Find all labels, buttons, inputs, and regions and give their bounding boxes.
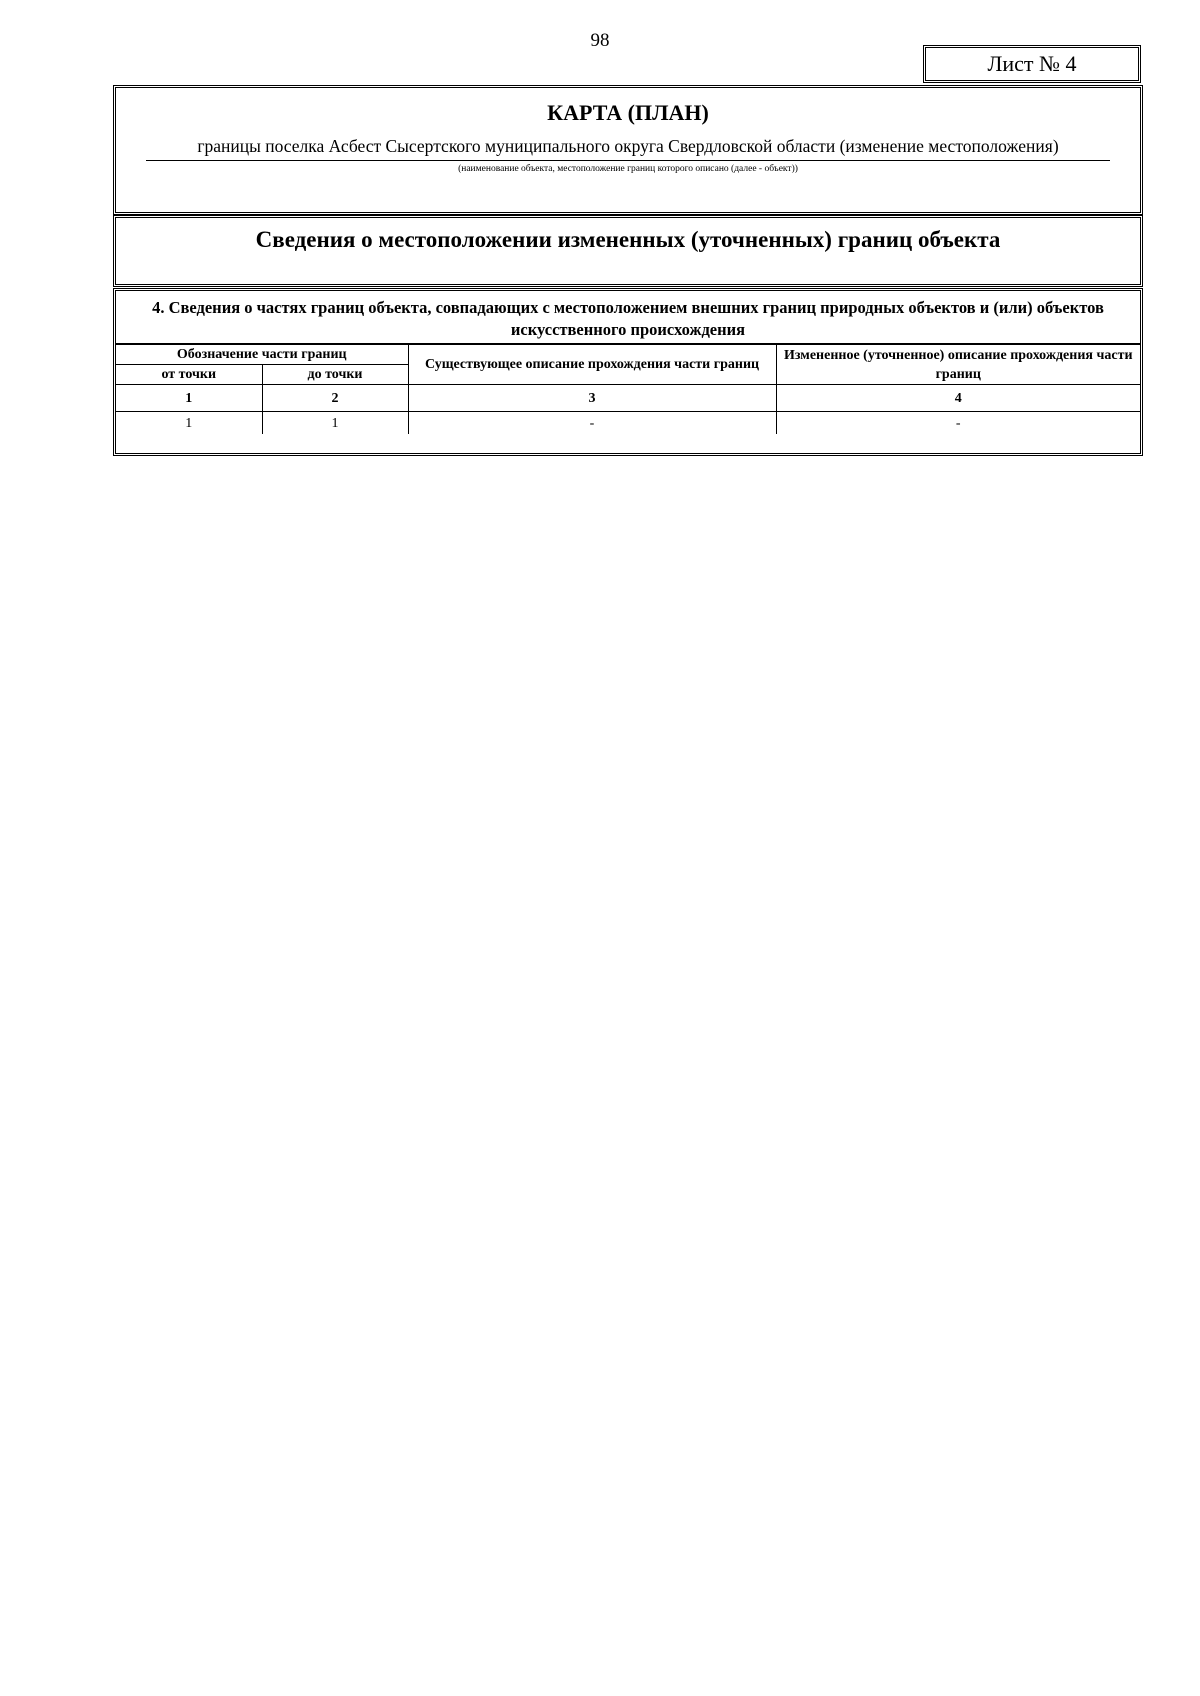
info-block	[113, 215, 1143, 287]
table-header-row	[116, 344, 1140, 365]
boundary-parts-table	[116, 343, 1140, 434]
header-existing-description: Существующее описание прохождения части границ	[408, 344, 776, 385]
cell-existing-description: -	[408, 412, 776, 435]
header-from-point: от точки	[116, 365, 262, 385]
document-subtitle: границы поселка Асбест Сысертского муниципального округа Свердловской области (изменение местоположения)	[197, 136, 1059, 156]
cell-to-point: 1	[262, 412, 408, 435]
subtitle-underline	[146, 160, 1110, 161]
column-number: 1	[116, 385, 262, 412]
cell-from-point: 1	[116, 412, 262, 435]
title-block	[113, 85, 1143, 215]
column-number: 2	[262, 385, 408, 412]
header-boundary-part: Обозначение части границ	[116, 344, 408, 365]
column-number-row	[116, 385, 1140, 412]
column-number: 4	[776, 385, 1140, 412]
header-to-point: до точки	[262, 365, 408, 385]
document-title: КАРТА (ПЛАН)	[547, 100, 709, 125]
sheet-number-box	[923, 45, 1141, 83]
section-block	[113, 288, 1143, 456]
info-title: Сведения о местоположении измененных (уточненных) границ объекта	[255, 227, 1001, 252]
subtitle-caption: (наименование объекта, местоположение границ которого описано (далее - объект))	[458, 164, 798, 174]
column-number: 3	[408, 385, 776, 412]
cell-changed-description: -	[776, 412, 1140, 435]
table-row	[116, 412, 1140, 435]
section-heading: 4. Сведения о частях границ объекта, совпадающих с местоположением внешних границ природных объектов и (или) объектов искусственного происхождения	[152, 298, 1104, 339]
sheet-label: Лист № 4	[987, 51, 1077, 76]
page-number: 98	[590, 30, 610, 51]
header-changed-description: Измененное (уточненное) описание прохождения части границ	[776, 344, 1140, 385]
